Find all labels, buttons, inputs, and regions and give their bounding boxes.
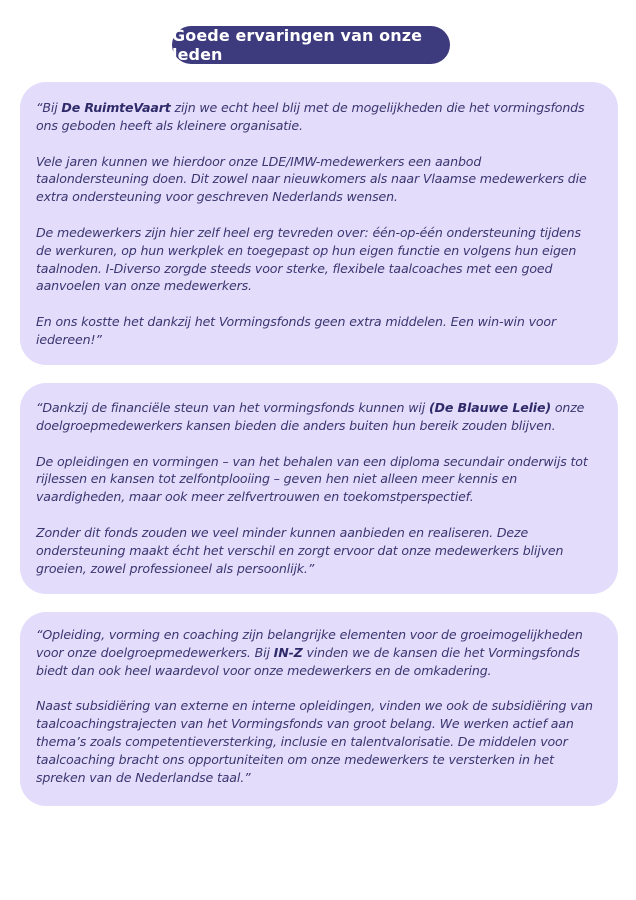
- organization-name: IN-Z: [273, 644, 303, 660]
- testimonial-card-blauwe-lelie: [20, 383, 618, 594]
- testimonial-card-ruimtevaart: [20, 82, 618, 365]
- quote-text: zijn we echt heel blij met de mogelijkheden die het vormingsfonds ons geboden heeft als kleinere organisatie.: [36, 100, 585, 133]
- quote-text: “Opleiding, vorming en coaching zijn belangrijke elementen voor de groeimogelijkheden voor onze doelgroepmedewerkers. Bij: [36, 627, 583, 660]
- page-title: Goede ervaringen van onze leden: [172, 26, 450, 64]
- testimonial-paragraph: [36, 626, 594, 679]
- testimonial-paragraph: Naast subsidiëring van externe en interne opleidingen, vinden we ook de subsidiëring van taalcoachingstrajecten van het Vormingsfonds van groot belang. We werken actief aan thema’s zoals competentieversterking, inclusie en talentvalorisatie. De middelen voor taalcoaching bracht ons opportuniteiten om onze medewerkers te versterken in het spreken van de Nederlandse taal.”: [36, 698, 593, 785]
- quote-text: onze doelgroepmedewerkers kansen bieden die anders buiten hun bereik zouden blijven.: [36, 400, 585, 433]
- testimonial-paragraph: Zonder dit fonds zouden we veel minder kunnen aanbieden en realiseren. Deze ondersteuning maakt écht het verschil en zorgt ervoor dat onze medewerkers blijven groeien, zowel professioneel als persoonlijk.”: [36, 524, 564, 576]
- organization-name: (De Blauwe Lelie): [428, 400, 551, 415]
- quote-text: “Bij: [36, 100, 62, 115]
- quote-text: vinden we de kansen die het Vormingsfonds biedt dan ook heel waardevol voor onze medewerkers en de omkadering.: [36, 644, 580, 678]
- testimonial-paragraph: De opleidingen en vormingen – van het behalen van een diploma secundair onderwijs tot rijlessen en kansen tot zelfontplooiing – geven hen niet alleen meer kennis en vaardigheden, maar ook meer zelfvertrouwen en toekomstperspectief.: [36, 453, 588, 505]
- testimonial-paragraph: Vele jaren kunnen we hierdoor onze LDE/IMW-medewerkers een aanbod taalondersteuning doen. Dit zowel naar nieuwkomers als naar Vlaamse medewerkers die extra ondersteuning voor geschreven Nederlands wensen.: [36, 153, 587, 205]
- testimonial-paragraph: De medewerkers zijn hier zelf heel erg tevreden over: één-op-één ondersteuning tijdens de werkuren, op hun werkplek en toegepast op hun eigen functie en volgens hun eigen taalnoden. I-Diverso zorgde steeds voor sterke, flexibele taalcoaches met een goed aanvoelen van onze medewerkers.: [36, 224, 581, 294]
- testimonial-paragraph: [36, 399, 594, 435]
- testimonial-paragraph: [36, 99, 594, 135]
- testimonial-paragraph: En ons kostte het dankzij het Vormingsfonds geen extra middelen. Een win-win voor iedereen!”: [36, 314, 557, 347]
- testimonial-card-in-z: [20, 612, 618, 806]
- quote-text: “Dankzij de financiële steun van het vormingsfonds kunnen wij: [36, 400, 429, 415]
- organization-name: De RuimteVaart: [61, 100, 171, 115]
